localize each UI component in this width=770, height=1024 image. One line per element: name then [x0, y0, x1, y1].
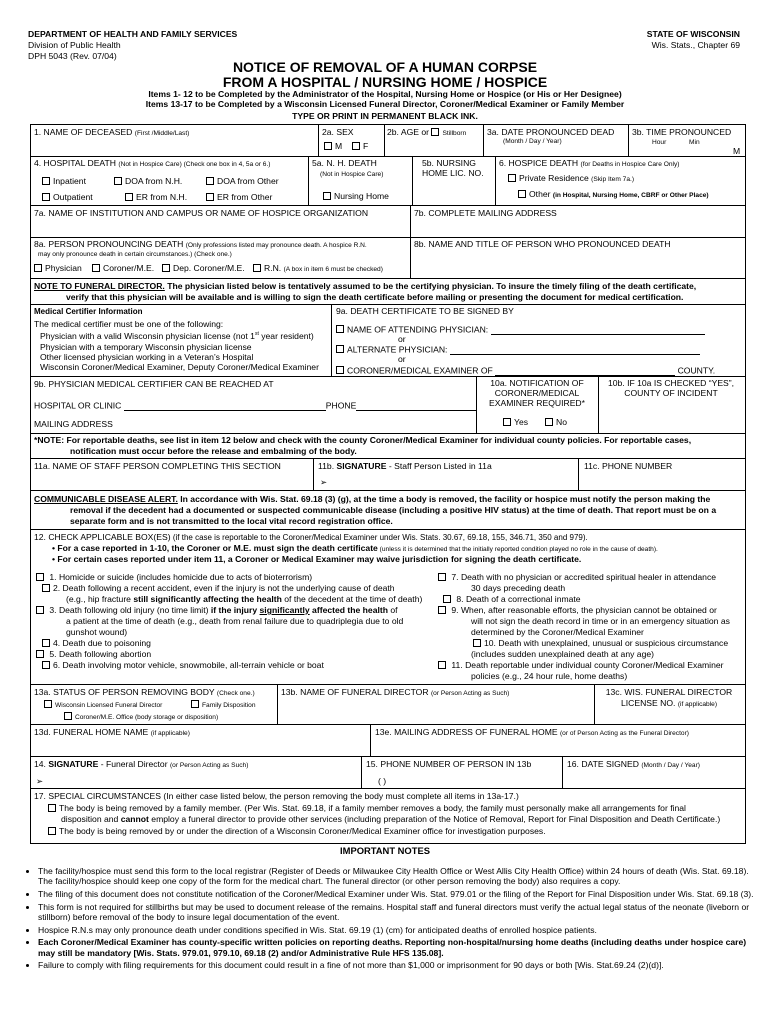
funeral-home-address-field[interactable]: 13e. MAILING ADDRESS OF FUNERAL HOME (or of Person Acting as the Funeral Director) — [375, 727, 689, 737]
note-item: • This form is not required for stillbirths but may be used to document release of the remains. Hospital staff and funeral directors must verify the actual legal status of the neonate (liveborn or stillborn) before removal of the body to insure legal documentation of the event. — [38, 902, 756, 923]
certifier-intro: The medical certifier must be one of the following: — [34, 319, 224, 329]
phone-area-code: ( ) — [378, 776, 387, 786]
inpatient-checkbox[interactable]: Inpatient — [42, 177, 86, 187]
er-nh-checkbox[interactable]: ER from N.H. — [125, 193, 187, 203]
instructions-line1: Items 1- 12 to be Completed by the Administrator of the Hospital, Nursing Home or Hospice (or His or Her Designee) — [148, 89, 622, 99]
reportable-note-line2: notification must occur before the release and embalming of the body. — [70, 446, 357, 456]
signature-arrow-icon: ➢ — [320, 477, 328, 487]
hospital-clinic-field[interactable]: HOSPITAL OR CLINIC PHONE — [34, 401, 476, 411]
old-injury-detail: a patient at the time of death (e.g., death from renal failure due to quadriplegia due to old — [66, 616, 404, 626]
note-item: • Hospice R.N.s may only pronounce death under conditions specified in Wis. Stat. 69.19 (1) (cm) for anticipated deaths of enrolled hospice patients. — [38, 925, 756, 935]
outpatient-checkbox[interactable]: Outpatient — [42, 193, 93, 203]
coroner-investigation-checkbox[interactable]: The body is being removed by or under the direction of a Wisconsin Coroner/Medical Examiner office for investigation purposes. — [48, 827, 546, 837]
inmate-checkbox[interactable]: 8. Death of a correctional inmate — [443, 595, 581, 605]
note-item: • Each Coroner/Medical Examiner has county-specific written policies on reporting deaths. Reporting non-hospital/nursing home deaths (including deaths under hospice care) may still be mandatory [Wis. Stats. 979.01, 979.10, 69.18 (2) and/or Administrative Rule HFS 135.08]. — [38, 937, 756, 958]
nh-license-label2: HOME LIC. NO. — [422, 168, 484, 178]
county-policy-detail: policies (e.g., 24 hour rule, home deaths) — [471, 671, 628, 681]
family-disposition-checkbox[interactable]: Family Disposition — [191, 700, 256, 709]
minute-label: Min — [689, 139, 700, 146]
alternate-physician-field[interactable]: ALTERNATE PHYSICIAN: — [336, 345, 700, 355]
motor-vehicle-checkbox[interactable]: 6. Death involving motor vehicle, snowmobile, all-terrain vehicle or boat — [42, 661, 324, 671]
certifier-option-4: Wisconsin Coroner/Medical Examiner, Deputy Coroner/Medical Examiner — [40, 362, 319, 372]
item12-title: 12. CHECK APPLICABLE BOX(ES) (if the case is reportable to the Coroner/Medical Examiner under Wis. Stats. 30.67, 69.18, 155, 346.71, 350 and 979). — [34, 532, 588, 542]
doa-nh-checkbox[interactable]: DOA from N.H. — [114, 177, 182, 187]
sex-male-checkbox[interactable]: M — [324, 142, 342, 152]
funeral-director-note-line2: verify that this physician will be available and is willing to sign the death certificate before mailing or presenting the document for medical certification. — [66, 292, 684, 302]
division-name: Division of Public Health — [28, 40, 121, 50]
funeral-home-name-field[interactable]: 13d. FUNERAL HOME NAME (if applicable) — [34, 727, 190, 737]
sex-label: 2a. SEX — [322, 127, 354, 137]
time-pronounced-field[interactable]: 3b. TIME PRONOUNCED — [632, 127, 732, 137]
pronouncer-name-field[interactable]: 8b. NAME AND TITLE OF PERSON WHO PRONOUNCED DEATH — [414, 239, 671, 249]
disease-alert-line1: COMMUNICABLE DISEASE ALERT. In accordance with Wis. Stat. 69.18 (3) (g), at the time a body is removed, the facility or hospice must notify the person making the — [34, 494, 711, 504]
recent-accident-checkbox[interactable]: 2. Death following a recent accident, even if the injury is not the underlying cause of death — [42, 584, 395, 594]
fd-signature-field[interactable]: 14. SIGNATURE - Funeral Director (or Person Acting as Such) — [34, 759, 249, 769]
suspicious-detail: (includes sudden unexplained death at any age) — [471, 649, 654, 659]
remover-status-label: 13a. STATUS OF PERSON REMOVING BODY (Check one.) — [34, 687, 255, 697]
age-field[interactable]: 2b. AGE or Stillborn — [387, 127, 467, 137]
date-pronounced-field[interactable]: 3a. DATE PRONOUNCED DEAD — [487, 127, 615, 137]
nh-death-label: 5a. N. H. DEATH — [312, 158, 377, 168]
county-incident-field[interactable]: COUNTY OF INCIDENT — [624, 388, 718, 398]
no-physician-checkbox[interactable]: 7. Death with no physician or accredited spiritual healer in attendance — [438, 573, 716, 583]
physician-unavailable-detail2: determined by the Coroner/Medical Examiner — [471, 627, 644, 637]
sex-female-checkbox[interactable]: F — [352, 142, 368, 152]
mailing-address-field[interactable]: 7b. COMPLETE MAILING ADDRESS — [414, 208, 557, 218]
physician-unavailable-checkbox[interactable]: 9. When, after reasonable efforts, the physician cannot be obtained or — [438, 606, 717, 616]
nursing-home-checkbox[interactable]: Nursing Home — [323, 192, 389, 202]
old-injury-detail2: gunshot wound) — [66, 627, 128, 637]
physician-unavailable-detail: will not sign the death record in time or in an emergency situation as — [471, 616, 730, 626]
attending-physician-field[interactable]: NAME OF ATTENDING PHYSICIAN: — [336, 325, 705, 335]
staff-phone-field[interactable]: 11c. PHONE NUMBER — [584, 461, 673, 471]
special-circumstances-title: 17. SPECIAL CIRCUMSTANCES (In either case listed below, the person removing the body must complete all items in 13a-17.) — [34, 791, 519, 801]
mailing-address-label[interactable]: MAILING ADDRESS — [34, 419, 113, 429]
coroner-county-field[interactable]: CORONER/MEDICAL EXAMINER OF COUNTY. — [336, 366, 715, 376]
remover-phone-field[interactable]: 15. PHONE NUMBER OF PERSON IN 13b — [366, 759, 532, 769]
medical-certifier-title: Medical Certifier Information — [34, 307, 143, 316]
important-notes-list — [24, 866, 756, 973]
important-notes-title: IMPORTANT NOTES — [340, 845, 430, 856]
note-item: • The facility/hospice must send this form to the local registrar (Register of Deeds or Milwaukee City Health Office or West Allis City Health Office) within 24 hours of death (Wis. Stat. 69.18). The facility/hospice should keep one copy of the form for the medical chart. The funeral director (or other person removing the body) also requires a copy. — [38, 866, 756, 887]
coroner-notification-label3: EXAMINER REQUIRED* — [489, 398, 585, 408]
hospital-death-label: 4. HOSPITAL DEATH (Not in Hospice Care) (Check one box in 4, 5a or 6.) — [34, 158, 271, 168]
family-member-removal-checkbox[interactable]: The body is being removed by a family member. (Per Wis. Stat. 69.18, if a family member removes a body, the family must personally make all arrangements for final — [48, 804, 686, 814]
coroner-notification-label2: CORONER/MEDICAL — [494, 388, 580, 398]
pronouncer-deputy-checkbox[interactable]: Dep. Coroner/M.E. — [162, 264, 245, 274]
certifier-option-2: Physician with a temporary Wisconsin physician license — [40, 342, 252, 352]
pronouncer-physician-checkbox[interactable]: Physician — [34, 264, 82, 274]
person-pronouncing-label: 8a. PERSON PRONOUNCING DEATH (Only professions listed may pronounce death. A hospice R.N. — [34, 239, 367, 249]
nh-death-hint: (Not in Hospice Care) — [320, 171, 384, 178]
certifier-option-1: Physician with a valid Wisconsin physician license (not 1st year resident) — [40, 331, 314, 341]
note-item: • The filing of this document does not constitute notification of the Coroner/Medical Examiner under Wis. Stat. 979.01 or the filing of the Report for Final Disposition under Wis. Stat. 69.18 (3). — [38, 889, 756, 899]
licensed-fd-checkbox[interactable]: Wisconsin Licensed Funeral Director — [44, 700, 162, 709]
doa-other-checkbox[interactable]: DOA from Other — [206, 177, 279, 187]
fd-signature-arrow-icon: ➢ — [36, 776, 44, 786]
pronouncing-hint: may only pronounce death in certain circumstances.) (Check one.) — [38, 251, 232, 258]
physician-contact-label: 9b. PHYSICIAN MEDICAL CERTIFIER CAN BE REACHED AT — [34, 379, 274, 389]
county-incident-label: 10b. IF 10a IS CHECKED “YES”, — [607, 378, 735, 388]
notify-no-checkbox[interactable]: No — [545, 418, 567, 428]
suspicious-checkbox[interactable]: 10. Death with unexplained, unusual or suspicious circumstance — [473, 639, 728, 649]
instructions-line2: Items 13-17 to be Completed by a Wisconsin Licensed Funeral Director, Coroner/Medical Examiner or Family Member — [145, 99, 625, 109]
item12-bullet1: • For a case reported in 1-10, the Coroner or M.E. must sign the death certificate (unless it is determined that the initially reported condition played no role in the cause of death). — [52, 543, 658, 553]
family-member-removal-detail: disposition and cannot employ a funeral director to provide other services (including preparation of the Notice of Removal, Report for Final Disposition and Death Certificate.) — [61, 814, 721, 824]
date-format-hint: (Month / Day / Year) — [503, 138, 562, 145]
deceased-name-field[interactable]: 1. NAME OF DECEASED (First /Middle/Last) — [34, 127, 190, 137]
private-residence-checkbox[interactable]: Private Residence (Skip Item 7a.) — [508, 174, 634, 184]
institution-name-field[interactable]: 7a. NAME OF INSTITUTION AND CAMPUS OR NAME OF HOSPICE ORGANIZATION — [34, 208, 369, 218]
date-signed-field[interactable]: 16. DATE SIGNED (Month / Day / Year) — [567, 759, 700, 769]
recent-accident-detail: (e.g., hip fracture still significantly affecting the health of the decedent at the time of death) — [66, 594, 423, 604]
coroner-office-checkbox[interactable]: Coroner/M.E. Office (body storage or disposition) — [64, 712, 218, 721]
ink-instruction: TYPE OR PRINT IN PERMANENT BLACK INK. — [292, 111, 478, 121]
no-physician-detail: 30 days preceding death — [471, 583, 566, 593]
reportable-note-line1: *NOTE: For reportable deaths, see list in item 12 below and check with the county Coroner/Medical Examiner for individual county policies. For reportable cases, — [34, 435, 692, 445]
er-other-checkbox[interactable]: ER from Other — [206, 193, 272, 203]
disease-alert-line3: separate form and is not transmitted to the local vital record registration office. — [70, 516, 393, 526]
hour-label: Hour — [652, 139, 667, 146]
certificate-signer-label: 9a. DEATH CERTIFICATE TO BE SIGNED BY — [336, 306, 514, 316]
or-label-2: or — [398, 354, 406, 364]
form-title-line1: NOTICE OF REMOVAL OF A HUMAN CORPSE — [232, 59, 538, 75]
fd-license-field[interactable]: 13c. WIS. FUNERAL DIRECTOR — [605, 687, 733, 697]
form-number: DPH 5043 (Rev. 07/04) — [28, 51, 117, 61]
disease-alert-line2: removal if the decedent had a documented or suspected communicable disease (including a positive HIV status) at the time of death. That report must be on a — [70, 505, 717, 515]
or-label-1: or — [398, 334, 406, 344]
nh-license-field[interactable]: 5b. NURSING — [422, 158, 476, 168]
funeral-director-name-field[interactable]: 13b. NAME OF FUNERAL DIRECTOR (or Person Acting as Such) — [281, 687, 510, 697]
note-item: • Failure to comply with filing requirements for this document could result in a fine of not more than $1,000 or imprisonment for 90 days or both [Wis. Stat.69.24 (2)(d)]. — [38, 960, 756, 970]
item12-bullet2: • For certain cases reported under item 11, a Coroner or Medical Examiner may waive jurisdiction for signing the death certificate. — [52, 554, 582, 564]
county-policy-checkbox[interactable]: 11. Death reportable under individual county Coroner/Medical Examiner — [438, 661, 724, 671]
hospice-other-checkbox[interactable]: Other (in Hospital, Nursing Home, CBRF or Other Place) — [518, 190, 709, 200]
meridiem-label: M — [733, 146, 741, 156]
statute-ref: Wis. Stats., Chapter 69 — [651, 40, 740, 50]
poisoning-checkbox[interactable]: 4. Death due to poisoning — [42, 639, 151, 649]
homicide-checkbox[interactable]: 1. Homicide or suicide (includes homicide due to acts of bioterrorism) — [36, 573, 312, 583]
staff-name-field[interactable]: 11a. NAME OF STAFF PERSON COMPLETING THIS SECTION — [34, 461, 281, 471]
state-name: STATE OF WISCONSIN — [646, 29, 740, 39]
funeral-director-note-line1: NOTE TO FUNERAL DIRECTOR. The physician listed below is tentatively assumed to be the certifying physician. To insure the timely filing of the death certificate, — [34, 281, 697, 291]
fd-license-label: LICENSE NO. (if applicable) — [620, 698, 718, 708]
abortion-checkbox[interactable]: 5. Death following abortion — [36, 650, 151, 660]
notify-yes-checkbox[interactable]: Yes — [503, 418, 528, 428]
form-title-line2: FROM A HOSPITAL / NURSING HOME / HOSPICE — [222, 74, 548, 90]
hospice-death-label: 6. HOSPICE DEATH (for Deaths in Hospice Care Only) — [499, 158, 680, 168]
pronouncer-rn-checkbox[interactable]: R.N. (A box in item 6 must be checked) — [253, 264, 383, 274]
department-name: DEPARTMENT OF HEALTH AND FAMILY SERVICES — [28, 29, 238, 39]
pronouncer-coroner-checkbox[interactable]: Coroner/M.E. — [92, 264, 154, 274]
staff-signature-field[interactable]: 11b. SIGNATURE - Staff Person Listed in 11a — [318, 461, 492, 471]
certifier-option-3: Other licensed physician working in a Veteran’s Hospital — [40, 352, 254, 362]
old-injury-checkbox[interactable]: 3. Death following old injury (no time limit) if the injury significantly affected the health of — [36, 606, 398, 616]
coroner-notification-label: 10a. NOTIFICATION OF — [490, 378, 584, 388]
